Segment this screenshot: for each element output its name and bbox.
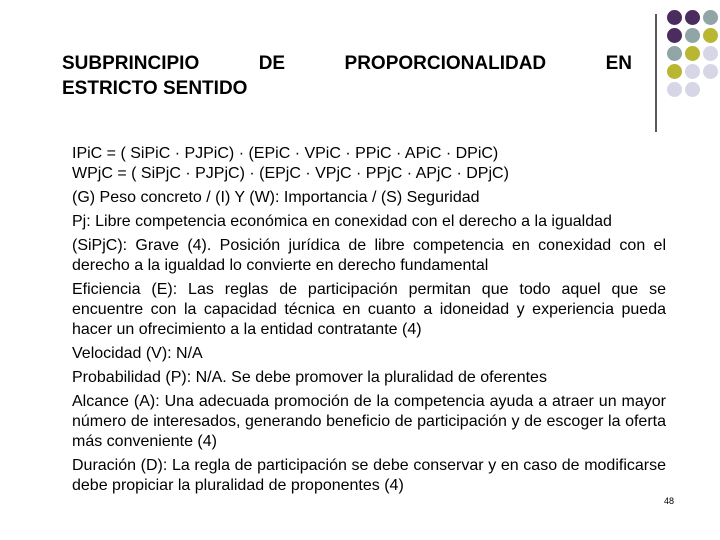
body-paragraph: Probabilidad (P): N/A. Se debe promover la pluralidad de oferentes — [72, 369, 547, 386]
decor-dot — [667, 28, 682, 43]
body-paragraph: Duración (D): La regla de participación se debe conservar y en caso de modificarse debe propiciar la pluralidad de proponentes (4) — [72, 457, 666, 494]
body-paragraph: Velocidad (V): N/A — [72, 345, 203, 362]
decor-dot — [703, 64, 718, 79]
decor-dot — [685, 28, 700, 43]
legend-line: (G) Peso concreto / (I) Y (W): Importancia / (S) Seguridad — [72, 189, 480, 206]
title-line-1 — [62, 51, 632, 76]
body-paragraph: Pj: Libre competencia económica en conexidad con el derecho a la igualdad — [72, 213, 612, 230]
body-paragraph: Eficiencia (E): Las reglas de participación permitan que todo aquel que se encuentre con la capacidad técnica en cuanto a idoneidad y experiencia pueda hacer un ofrecimiento a la entidad contratante (4) — [72, 281, 666, 338]
decor-dot — [667, 64, 682, 79]
decorative-divider — [655, 14, 657, 132]
slide-body — [72, 144, 666, 500]
title-line-2: ESTRICTO SENTIDO — [62, 78, 248, 99]
title-word: EN — [605, 53, 632, 74]
page-number: 48 — [664, 496, 675, 506]
formula-line: WPjC = ( SiPjC · PJPjC) · (EPjC · VPjC · PPjC · APjC · DPjC) — [72, 165, 509, 182]
decor-dot — [685, 10, 700, 25]
decor-dot — [703, 28, 718, 43]
decor-dot — [685, 64, 700, 79]
decor-dot — [685, 46, 700, 61]
body-paragraph: (SiPjC): Grave (4). Posición jurídica de libre competencia en conexidad con el derecho a la igualdad lo convierte en derecho fundamental — [72, 237, 666, 274]
title-word: PROPORCIONALIDAD — [344, 53, 547, 74]
decor-dot — [667, 46, 682, 61]
body-paragraph: Alcance (A): Una adecuada promoción de la competencia ayuda a atraer un mayor número de interesados, generando beneficio de participación y de escoger la oferta más conveniente (4) — [72, 393, 666, 450]
decor-dot — [667, 82, 682, 97]
title-word: DE — [258, 53, 286, 74]
decor-dot — [703, 10, 718, 25]
decor-dot — [667, 10, 682, 25]
decor-dot — [685, 82, 700, 97]
title-word: SUBPRINCIPIO — [62, 53, 200, 74]
formula-line: IPiC = ( SiPiC · PJPiC) · (EPiC · VPiC · PPiC · APiC · DPiC) — [72, 145, 499, 162]
decor-dot — [703, 46, 718, 61]
slide-title — [62, 51, 632, 101]
